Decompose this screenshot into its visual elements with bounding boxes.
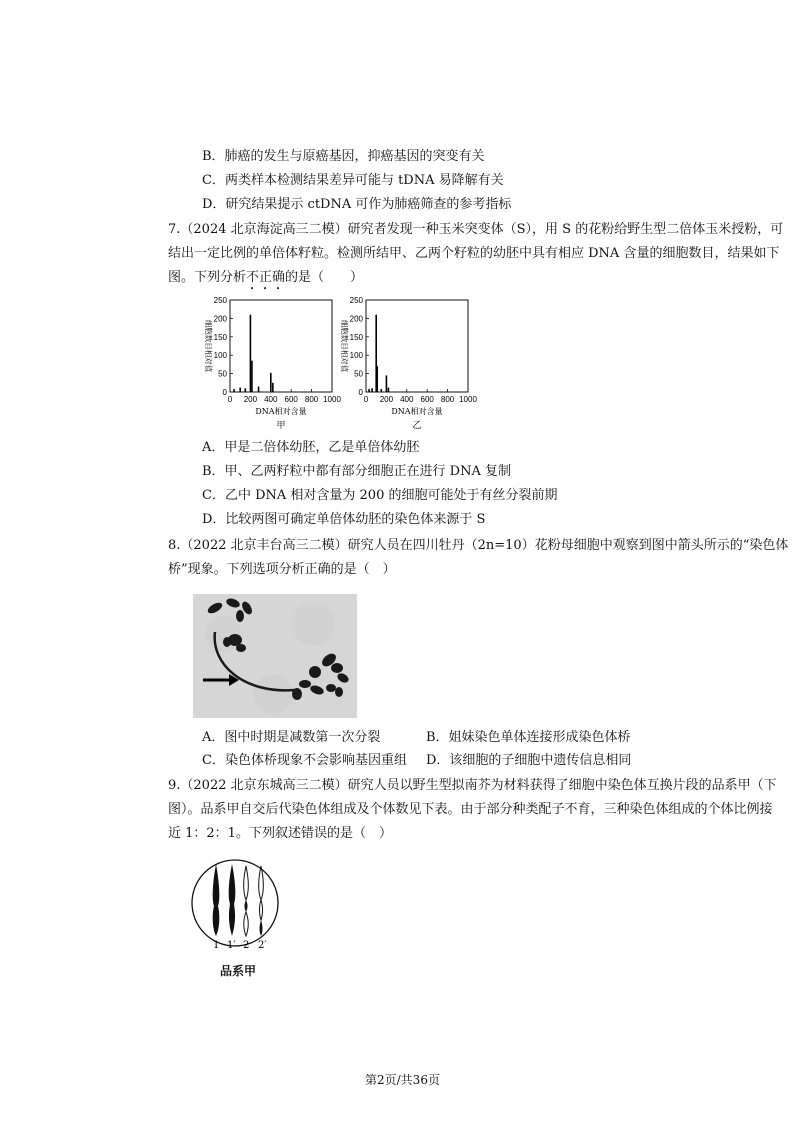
- chromosome-1: [213, 864, 220, 936]
- q8-stem-line2: 桥”现象。下列选项分析正确的是（ ）: [168, 562, 396, 577]
- x-tick-label: 0: [363, 395, 369, 404]
- x-axis-label: DNA相对含量: [255, 407, 307, 416]
- q7-stem-line1: 7.（2024 北京海淀高三二模）研究者发现一种玉米突变体（S），用 S 的花粉给野生型二倍体玉米授粉，可: [168, 222, 784, 237]
- chrom-label-1p: 1′: [227, 940, 236, 951]
- y-tick-label: 0: [358, 388, 363, 397]
- strain-jia-chromosome-diagram: [189, 856, 281, 952]
- x-tick-label: 0: [227, 395, 233, 404]
- x-axis-label: DNA相对含量: [391, 407, 443, 416]
- q7-stem-line2: 结出一定比例的单倍体籽粒。检测所结甲、乙两个籽粒的幼胚中具有相应 DNA 含量的细胞数目，结果如下: [168, 246, 780, 261]
- histogram-yi: [330, 292, 490, 432]
- q8-option-c: C．染色体桥现象不会影响基因重组: [202, 753, 407, 768]
- q8-option-a: A．图中时期是减数第一次分裂: [202, 730, 381, 745]
- q7-stem-line3: 图。下列分析不正确的是（ ）: [168, 270, 364, 285]
- q8-option-d: D．该细胞的子细胞中遗传信息相同: [426, 753, 632, 768]
- x-tick-label: 800: [304, 395, 319, 404]
- y-tick-label: 100: [213, 351, 227, 361]
- q8-option-b: B．姐妹染色单体连接形成染色体桥: [426, 730, 631, 745]
- q9-stem-line3: 近 1：2：1。下列叙述错误的是（ ）: [168, 826, 392, 841]
- q6-option-d: D．研究结果提示 ctDNA 可作为肺癌筛查的参考指标: [202, 197, 512, 212]
- q6-option-b: B．肺癌的发生与原癌基因，抑癌基因的突变有关: [202, 149, 485, 164]
- q9-stem-line1: 9.（2022 北京东城高三二模）研究人员以野生型拟南芥为材料获得了细胞中染色体互换片段的品系甲（下: [168, 778, 777, 793]
- q7-option-a: A．甲是二倍体幼胚，乙是单倍体幼胚: [202, 440, 420, 455]
- y-tick-label: 250: [213, 296, 227, 305]
- x-tick-label: 600: [420, 395, 434, 404]
- y-tick-label: 200: [213, 314, 227, 324]
- x-tick-label: 400: [400, 395, 414, 404]
- x-tick-label: 800: [440, 395, 455, 404]
- x-tick-label: 200: [243, 395, 258, 404]
- cell-outline: [192, 860, 278, 946]
- x-tick-label: 1000: [459, 395, 477, 404]
- y-tick-label: 0: [222, 388, 227, 397]
- q9-stem-line2: 图）。品系甲自交后代染色体组成及个体数见下表。由于部分种类配子不育，三种染色体组成的个体比例接: [168, 802, 773, 817]
- y-tick-label: 100: [349, 351, 363, 361]
- plot-frame: [366, 300, 468, 392]
- q6-option-c: C．两类样本检测结果差异可能与 tDNA 易降解有关: [202, 173, 504, 188]
- y-axis-label: 细胞数目相对值: [204, 319, 213, 373]
- plot-frame: [230, 300, 332, 392]
- y-tick-label: 200: [349, 314, 363, 324]
- y-tick-label: 50: [218, 369, 227, 379]
- q7-option-b: B．甲、乙两籽粒中都有部分细胞正在进行 DNA 复制: [202, 464, 512, 479]
- q7-emphasis: 不正确: [246, 270, 286, 285]
- y-axis-label: 细胞数目相对值: [340, 319, 349, 373]
- chart-title: 乙: [412, 421, 422, 431]
- chart-title: 甲: [276, 421, 286, 431]
- q8-stem-line1: 8.（2022 北京丰台高三二模）研究人员在四川牡丹（2n=10）花粉母细胞中观察到图中箭头所示的“染色体: [168, 538, 789, 553]
- y-tick-label: 150: [213, 332, 227, 342]
- figure-caption-strain-jia: 品系甲: [220, 964, 257, 978]
- chrom-label-2p: 2′: [258, 940, 267, 951]
- x-tick-label: 200: [379, 395, 394, 404]
- chrom-label-1: 1: [213, 940, 220, 951]
- page-number: 第2页/共36页: [365, 1073, 440, 1087]
- chromosome-bridge-micrograph: [193, 594, 357, 718]
- chromosome-2: [244, 866, 249, 900]
- x-tick-label: 1000: [323, 395, 341, 404]
- x-tick-label: 400: [264, 395, 278, 404]
- x-tick-label: 600: [284, 395, 298, 404]
- y-tick-label: 250: [349, 296, 363, 305]
- chromosome-2-prime: [259, 866, 264, 900]
- y-tick-label: 50: [354, 369, 363, 379]
- chrom-label-2: 2: [243, 940, 250, 951]
- q7-option-d: D．比较两图可确定单倍体幼胚的染色体来源于 S: [202, 512, 486, 527]
- chromosome-1-prime: [229, 864, 236, 936]
- y-tick-label: 150: [349, 332, 363, 342]
- q7-option-c: C．乙中 DNA 相对含量为 200 的细胞可能处于有丝分裂前期: [202, 488, 558, 503]
